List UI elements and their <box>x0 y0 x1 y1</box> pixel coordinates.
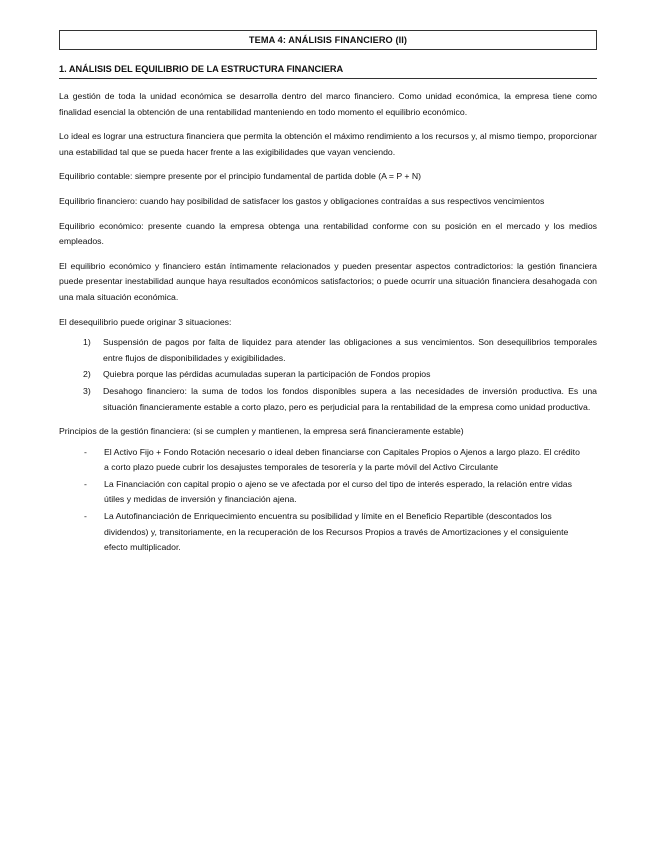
list-number: 1) <box>83 337 91 348</box>
principles-list <box>59 445 597 556</box>
list-item <box>83 335 597 366</box>
list-dash: - <box>84 478 87 489</box>
list-item-text: Quiebra porque las pérdidas acumuladas superan la participación de Fondos propios <box>103 369 431 380</box>
paragraph-equilibrio-contable: Equilibrio contable: siempre presente por el principio fundamental de partida doble (A = P + N) <box>59 171 422 182</box>
paragraph-principles-intro: Principios de la gestión financiera: (si se cumplen y mantienen, la empresa será financieramente estable) <box>59 426 464 437</box>
list-item <box>84 477 584 508</box>
section-heading: 1. ANÁLISIS DEL EQUILIBRIO DE LA ESTRUCTURA FINANCIERA <box>59 64 597 79</box>
list-item-text: El Activo Fijo + Fondo Rotación necesario o ideal deben financiarse con Capitales Propios o Ajenos a largo plazo. El crédito a corto plazo puede cubrir los desajustes temporales de tesorería y la parte móvil del Activo Circulante <box>104 446 580 473</box>
list-item <box>84 509 584 556</box>
list-item-text: La Autofinanciación de Enriquecimiento encuentra su posibilidad y límite en el Beneficio Repartible (descontados los dividendos) y, transitoriamente, en la recuperación de los Recursos Propios a través de Amortizaciones y el consiguiente efecto multiplicador. <box>104 511 569 553</box>
list-item-text: La Financiación con capital propio o ajeno se ve afectada por el curso del tipo de interés esperado, la relación entre vidas útiles y medidas de inversión y financiación ajena. <box>104 478 572 505</box>
list-item <box>84 445 584 476</box>
paragraph-equilibrio-economico: Equilibrio económico: presente cuando la empresa obtenga una rentabilidad conforme con su posición en el mercado y los medios empleados. <box>59 220 597 247</box>
situations-list <box>59 335 597 415</box>
page-title: TEMA 4: ANÁLISIS FINANCIERO (II) <box>59 30 597 50</box>
document-page <box>59 30 597 557</box>
paragraph-desequilibrio: El desequilibrio puede originar 3 situaciones: <box>59 316 232 327</box>
list-item-text: Suspensión de pagos por falta de liquidez para atender las obligaciones a sus vencimientos. Son desequilibrios temporales entre flujos de disponibilidades y exigibilidades. <box>103 337 597 363</box>
list-dash: - <box>84 511 87 522</box>
list-dash: - <box>84 446 87 457</box>
paragraph-relacion: El equilibrio económico y financiero están íntimamente relacionados y pueden presentar aspectos contradictorios: la gestión financiera puede presentar inestabilidad aunque haya resultados económicos satisfactorios; o puede ocurrir una situación financiera desahogada con una mala situación económica. <box>59 260 597 302</box>
list-number: 2) <box>83 369 91 380</box>
list-item <box>83 367 597 383</box>
list-item-text: Desahogo financiero: la suma de todos los fondos disponibles supera a las necesidades de inversión productiva. Es una situación financieramente estable a corto plazo, pero es perjudicial para la rentabilidad de la empresa como unidad productiva. <box>103 385 597 412</box>
list-item <box>83 384 597 415</box>
list-number: 3) <box>83 385 91 396</box>
paragraph-intro: La gestión de toda la unidad económica se desarrolla dentro del marco financiero. Como unidad económica, la empresa tiene como finalidad esencial la obtención de una rentabilidad manteniendo en todo momento el equilibrio económico. <box>59 91 597 117</box>
paragraph-ideal: Lo ideal es lograr una estructura financiera que permita la obtención el máximo rendimiento a los recursos y, al mismo tiempo, proporcionar una estabilidad tal que se pueda hacer frente a las exigibilidades que vayan venciendo. <box>59 131 597 157</box>
paragraph-equilibrio-financiero: Equilibrio financiero: cuando hay posibilidad de satisfacer los gastos y obligaciones contraídas a sus respectivos vencimientos <box>59 195 545 206</box>
